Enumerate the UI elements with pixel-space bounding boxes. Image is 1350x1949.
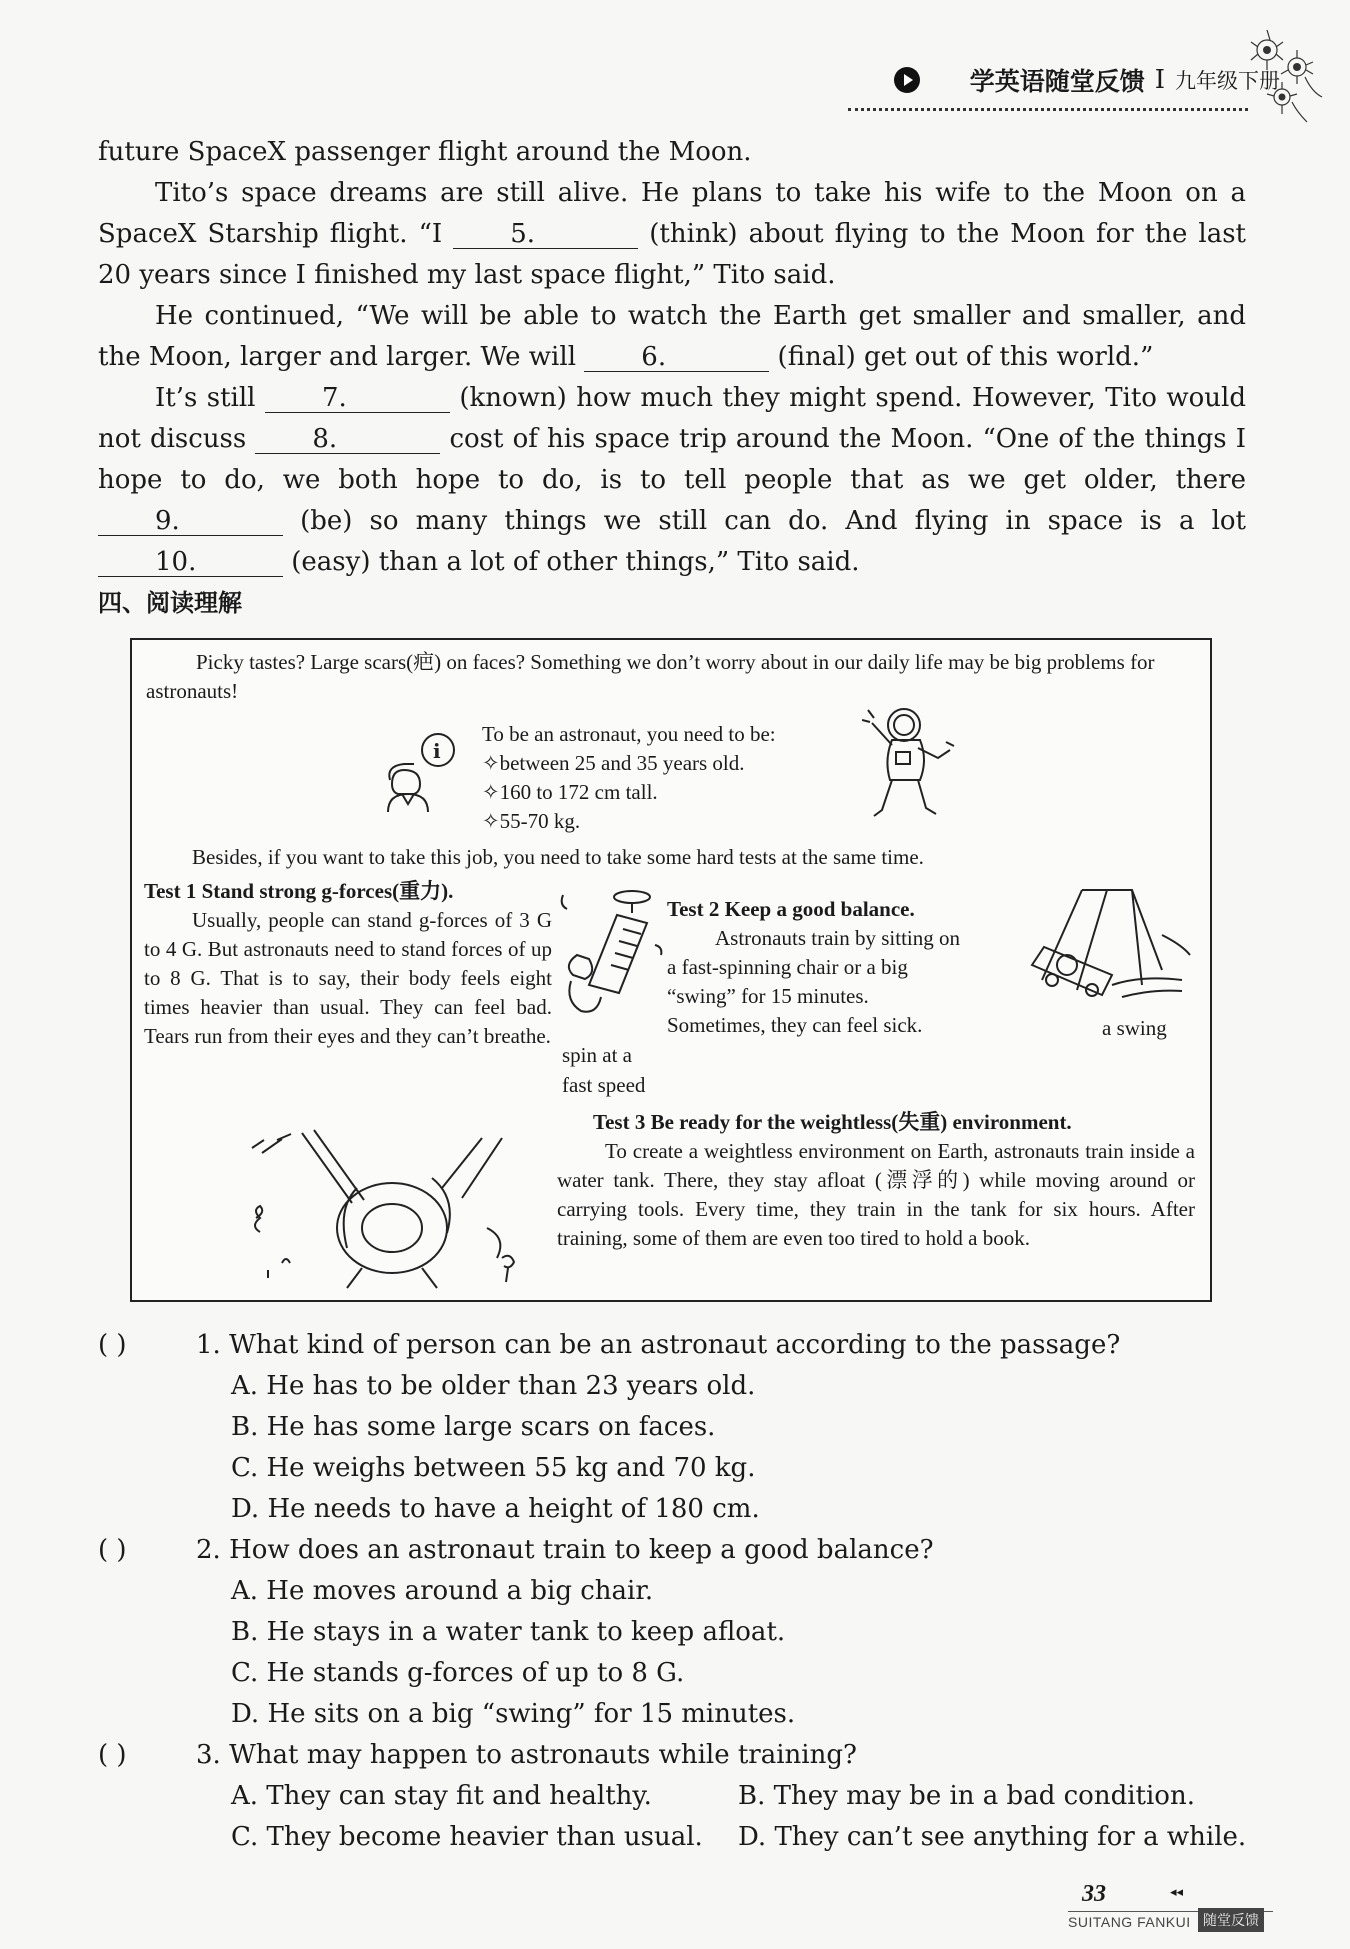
blank-9[interactable]: 9. xyxy=(98,507,283,536)
blank-7[interactable]: 7. xyxy=(265,384,450,413)
question-text: 2. How does an astronaut train to keep a good balance? xyxy=(196,1535,934,1565)
blank-10[interactable]: 10. xyxy=(98,548,283,577)
header-dotted-rule xyxy=(848,108,1248,111)
play-icon xyxy=(894,67,920,93)
option-2b: B. He stays in a water tank to keep afloat. xyxy=(231,1617,786,1647)
question-2 xyxy=(98,1530,1258,1571)
option-1c: C. He weighs between 55 kg and 70 kg. xyxy=(231,1453,756,1483)
header-separator: I xyxy=(1154,65,1165,95)
passage-text: Tito’s space dreams are still alive. He plans to take his wife to the Moon on a SpaceX Starship flight. “I xyxy=(98,178,1246,249)
passage-text: cost of his space trip around the Moon. “One of the things I hope to do, we both hope to do, is to tell people that as we get older, there xyxy=(98,424,1246,495)
footer-badge: 随堂反馈 xyxy=(1198,1908,1264,1932)
passage-text: (be) so many things we still can do. And flying in space is a lot xyxy=(283,506,1246,536)
swing-caption: a swing xyxy=(1102,1016,1167,1040)
swing-illustration xyxy=(1012,885,1192,1010)
answer-bracket[interactable]: ( ) xyxy=(98,1330,127,1360)
test-2 xyxy=(667,895,965,1040)
question-1 xyxy=(98,1325,1258,1366)
test-1-body: Usually, people can stand g-forces of 3 G to 4 G. But astronauts need to stand forces of up to 8 G. That is to say, their body feels eight times heavier than usual. They can feel bad. Tears run from their eyes and they can’t breathe. xyxy=(144,908,552,1048)
requirement-age: ✧between 25 and 35 years old. xyxy=(482,751,745,775)
question-text: 3. What may happen to astronauts while training? xyxy=(196,1740,857,1770)
option-3a: A. They can stay fit and healthy. xyxy=(231,1781,652,1811)
question-text: 1. What kind of person can be an astronaut according to the passage? xyxy=(196,1330,1121,1360)
passage-text: (easy) than a lot of other things,” Tito said. xyxy=(283,547,860,577)
cloze-passage xyxy=(98,132,1246,583)
passage-text: (think) about flying to the Moon for the last 20 years since I finished my last space flight,” Tito said. xyxy=(98,219,1247,290)
astronaut-illustration xyxy=(862,700,962,830)
blank-8[interactable]: 8. xyxy=(255,425,440,454)
test-1-heading: Test 1 Stand strong g-forces(重力). xyxy=(144,879,454,903)
page-number: 33 xyxy=(1082,1881,1106,1907)
passage-paragraph: future SpaceX passenger flight around the Moon. xyxy=(98,137,752,167)
passage-text: He continued, “We will be able to watch the Earth get smaller and smaller, and the Moon, larger and larger. We will xyxy=(98,301,1246,372)
reading-box xyxy=(130,638,1212,1302)
option-3c: C. They become heavier than usual. xyxy=(231,1822,703,1852)
passage-text: (final) get out of this world.” xyxy=(769,342,1154,372)
box-intro: Picky tastes? Large scars(疤) on faces? Something we don’t worry about in our daily life may be big problems for astronauts! xyxy=(146,650,1155,703)
requirement-height: ✧160 to 172 cm tall. xyxy=(482,780,658,804)
answer-bracket[interactable]: ( ) xyxy=(98,1535,127,1565)
option-2c: C. He stands g-forces of up to 8 G. xyxy=(231,1658,685,1688)
spin-caption-line: spin at a xyxy=(562,1043,632,1067)
centrifuge-illustration xyxy=(232,1118,532,1293)
requirements xyxy=(482,720,776,836)
passage-text: (known) how much they might spend. However, Tito would not discuss xyxy=(98,383,1246,454)
svg-text:i: i xyxy=(433,739,441,763)
option-row xyxy=(98,1817,1258,1858)
book-grade: 九年级下册 xyxy=(1175,69,1280,93)
passage-text: It’s still xyxy=(155,383,265,413)
blank-6[interactable]: 6. xyxy=(584,343,769,372)
arrow-left-icon: ◂◂ xyxy=(1170,1885,1184,1900)
blank-5[interactable]: 5. xyxy=(453,220,638,249)
section-title: 四、阅读理解 xyxy=(98,589,242,617)
test-2-body: Astronauts train by sitting on a fast-spinning chair or a big “swing” for 15 minutes. Sometimes, they can feel sick. xyxy=(667,926,960,1037)
sunflower-icon xyxy=(1237,22,1332,132)
page-header xyxy=(894,62,1280,98)
spinning-chair-illustration xyxy=(557,885,672,1035)
besides-text: Besides, if you want to take this job, you need to take some hard tests at the same time. xyxy=(192,845,924,869)
option-2d: D. He sits on a big “swing” for 15 minutes. xyxy=(231,1699,796,1729)
test-3-heading: Test 3 Be ready for the weightless(失重) environment. xyxy=(593,1110,1072,1134)
option-3d: D. They can’t see anything for a while. xyxy=(738,1822,1247,1852)
passage-paragraph xyxy=(98,296,1246,378)
book-title: 学英语随堂反馈 xyxy=(969,67,1145,96)
option-1b: B. He has some large scars on faces. xyxy=(231,1412,716,1442)
footer-pinyin: SUITANG FANKUI xyxy=(1068,1914,1191,1930)
option-3b: B. They may be in a bad condition. xyxy=(738,1781,1195,1811)
question-3 xyxy=(98,1735,1258,1776)
test-1 xyxy=(144,877,552,1051)
spin-caption-line: fast speed xyxy=(562,1073,646,1097)
option-1d: D. He needs to have a height of 180 cm. xyxy=(231,1494,760,1524)
option-2a: A. He moves around a big chair. xyxy=(231,1576,654,1606)
spin-caption xyxy=(562,1040,645,1100)
option-row xyxy=(98,1776,1258,1817)
answer-bracket[interactable]: ( ) xyxy=(98,1740,127,1770)
passage-paragraph xyxy=(98,173,1246,296)
option-1a: A. He has to be older than 23 years old. xyxy=(231,1371,756,1401)
passage-paragraph xyxy=(98,378,1246,583)
test-2-heading: Test 2 Keep a good balance. xyxy=(667,897,915,921)
requirements-title: To be an astronaut, you need to be: xyxy=(482,722,776,746)
test-3 xyxy=(557,1108,1195,1253)
requirement-weight: ✧55-70 kg. xyxy=(482,809,581,833)
test-3-body: To create a weightless environment on Earth, astronauts train inside a water tank. There, they stay afloat (漂浮的) while moving around or carrying tools. Every time, they train in the tank for six hours. After training, some of them are even too tired to hold a book. xyxy=(557,1139,1195,1250)
questions xyxy=(98,1325,1258,1858)
info-person-icon xyxy=(382,730,462,812)
